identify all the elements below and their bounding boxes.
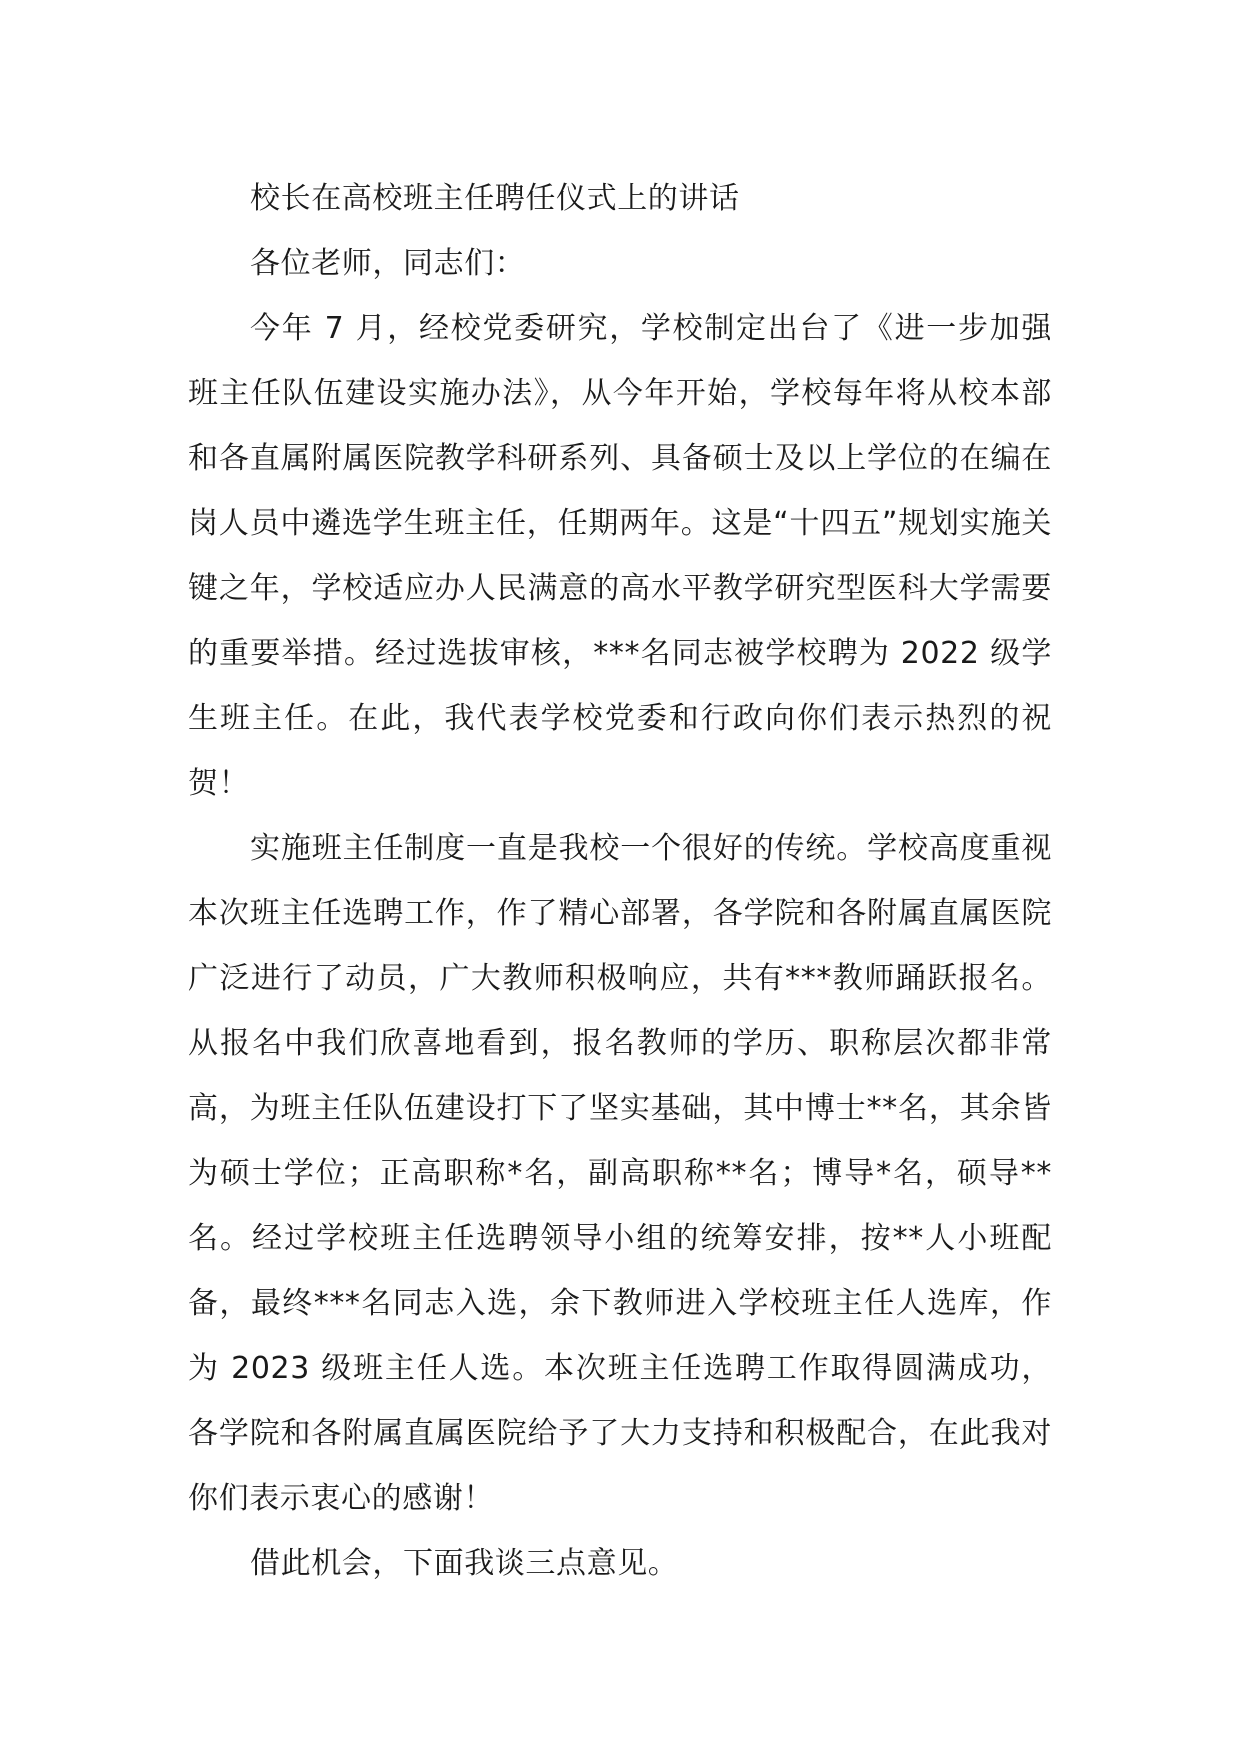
document-body [188, 166, 1052, 1596]
paragraph-2: 实施班主任制度一直是我校一个很好的传统。学校高度重视本次班主任选聘工作，作了精心部署，各学院和各附属直属医院广泛进行了动员，广大教师积极响应，共有***教师踊跃报名。从报名中我们欣喜地看到，报名教师的学历、职称层次都非常高，为班主任队伍建设打下了坚实基础，其中博士**名，其余皆为硕士学位；正高职称*名，副高职称**名；博导*名，硕导**名。经过学校班主任选聘领导小组的统筹安排，按**人小班配备，最终***名同志入选，余下教师进入学校班主任人选库，作为 2023 级班主任人选。本次班主任选聘工作取得圆满成功，各学院和各附属直属医院给予了大力支持和积极配合，在此我对你们表示衷心的感谢！ [188, 831, 1052, 1516]
speech-title: 校长在高校班主任聘任仪式上的讲话 [250, 181, 740, 216]
paragraph-1: 今年 7 月，经校党委研究，学校制定出台了《进一步加强班主任队伍建设实施办法》，从今年开始，学校每年将从校本部和各直属附属医院教学科研系列、具备硕士及以上学位的在编在岗人员中遴选学生班主任，任期两年。这是“十四五”规划实施关键之年，学校适应办人民满意的高水平教学研究型医科大学需要的重要举措。经过选拔审核，***名同志被学校聘为 2022 级学生班主任。在此，我代表学校党委和行政向你们表示热烈的祝贺！ [188, 311, 1052, 801]
salutation: 各位老师，同志们： [250, 246, 526, 281]
paragraph-3: 借此机会，下面我谈三点意见。 [250, 1546, 679, 1581]
